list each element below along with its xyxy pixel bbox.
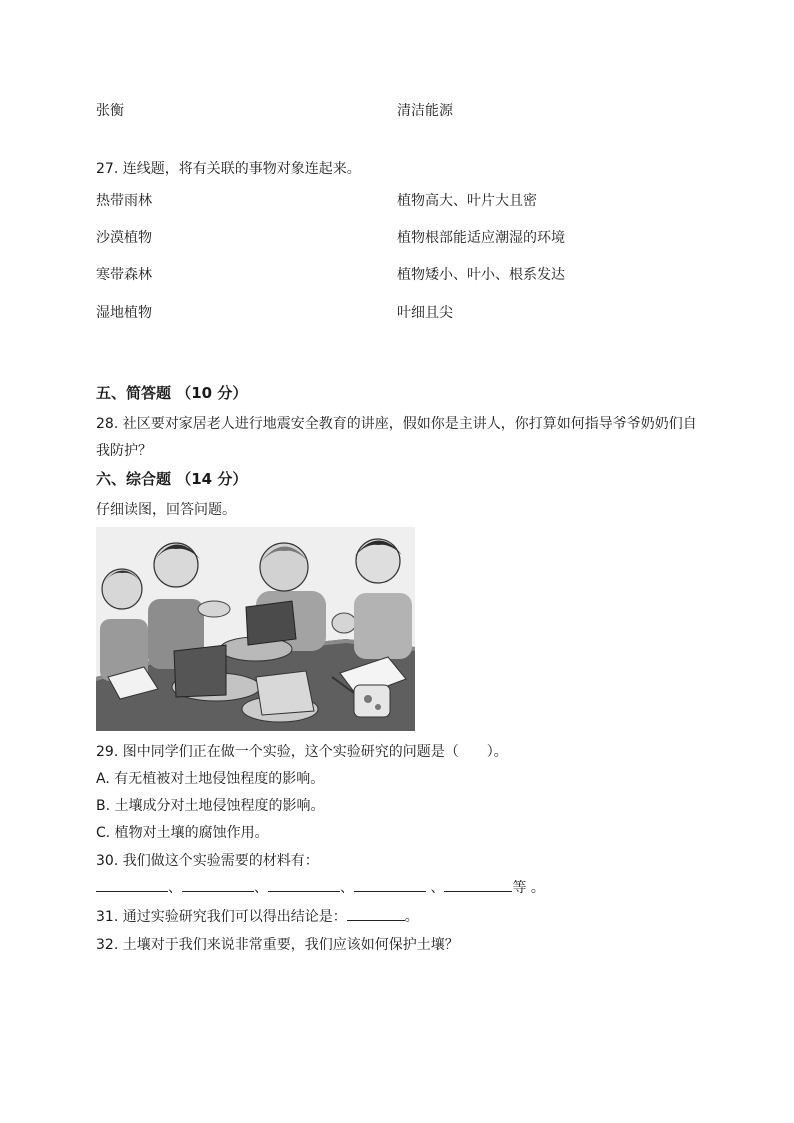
q27-right-item-4: 叶细且尖: [397, 305, 453, 321]
q30-blank-5[interactable]: [444, 877, 512, 892]
children-experiment-icon: [96, 527, 415, 731]
q31-blank[interactable]: [347, 906, 405, 921]
q31-suffix: 。: [404, 909, 419, 925]
q27-left-item-4: 湿地植物: [96, 305, 152, 321]
q30-end-text: 等 。: [512, 880, 545, 896]
q28-text-line-1: 28. 社区要对家居老人进行地震安全教育的讲座，假如你是主讲人，你打算如何指导爷爷奶奶们自: [96, 416, 697, 432]
section-6-heading: 六、综合题 （14 分）: [96, 470, 248, 488]
q30-blank-2[interactable]: [182, 877, 254, 892]
q26-right-item: 清洁能源: [397, 103, 453, 119]
q27-prompt: 27. 连线题，将有关联的事物对象连起来。: [96, 161, 361, 177]
q27-left-item-2: 沙漠植物: [96, 230, 152, 246]
experiment-illustration: [96, 527, 415, 731]
q32-text: 32. 土壤对于我们来说非常重要，我们应该如何保护土壤？: [96, 937, 459, 953]
q27-left-item-3: 寒带森林: [96, 267, 152, 283]
q27-right-item-2: 植物根部能适应潮湿的环境: [397, 230, 565, 246]
q30-separator: 、: [254, 880, 268, 896]
section-5-heading: 五、简答题 （10 分）: [96, 384, 248, 402]
q27-right-item-1: 植物高大、叶片大且密: [397, 193, 537, 209]
q29-text: 29. 图中同学们正在做一个实验，这个实验研究的问题是（ ）。: [96, 744, 508, 760]
q29-option-b: B. 土壤成分对土地侵蚀程度的影响。: [96, 798, 325, 814]
q30-blank-3[interactable]: [268, 877, 340, 892]
q27-left-item-1: 热带雨林: [96, 193, 152, 209]
q30-text: 30. 我们做这个实验需要的材料有：: [96, 853, 319, 869]
q26-left-item: 张衡: [96, 103, 124, 119]
q31-line: [96, 906, 419, 926]
q30-answer-blanks: [96, 877, 545, 897]
q27-right-item-3: 植物矮小、叶小、根系发达: [397, 267, 565, 283]
q29-option-c: C. 植物对土壤的腐蚀作用。: [96, 825, 269, 841]
q30-blank-4[interactable]: [354, 877, 426, 892]
q30-separator: 、: [430, 880, 445, 896]
q30-separator: 、: [168, 880, 182, 896]
q30-separator: 、: [340, 880, 354, 896]
q28-text-line-2: 我防护？: [96, 443, 152, 459]
section-6-intro: 仔细读图，回答问题。: [96, 502, 236, 518]
q29-option-a: A. 有无植被对土地侵蚀程度的影响。: [96, 771, 325, 787]
q31-prefix: 31. 通过实验研究我们可以得出结论是：: [96, 909, 347, 925]
q30-blank-1[interactable]: [96, 877, 168, 892]
